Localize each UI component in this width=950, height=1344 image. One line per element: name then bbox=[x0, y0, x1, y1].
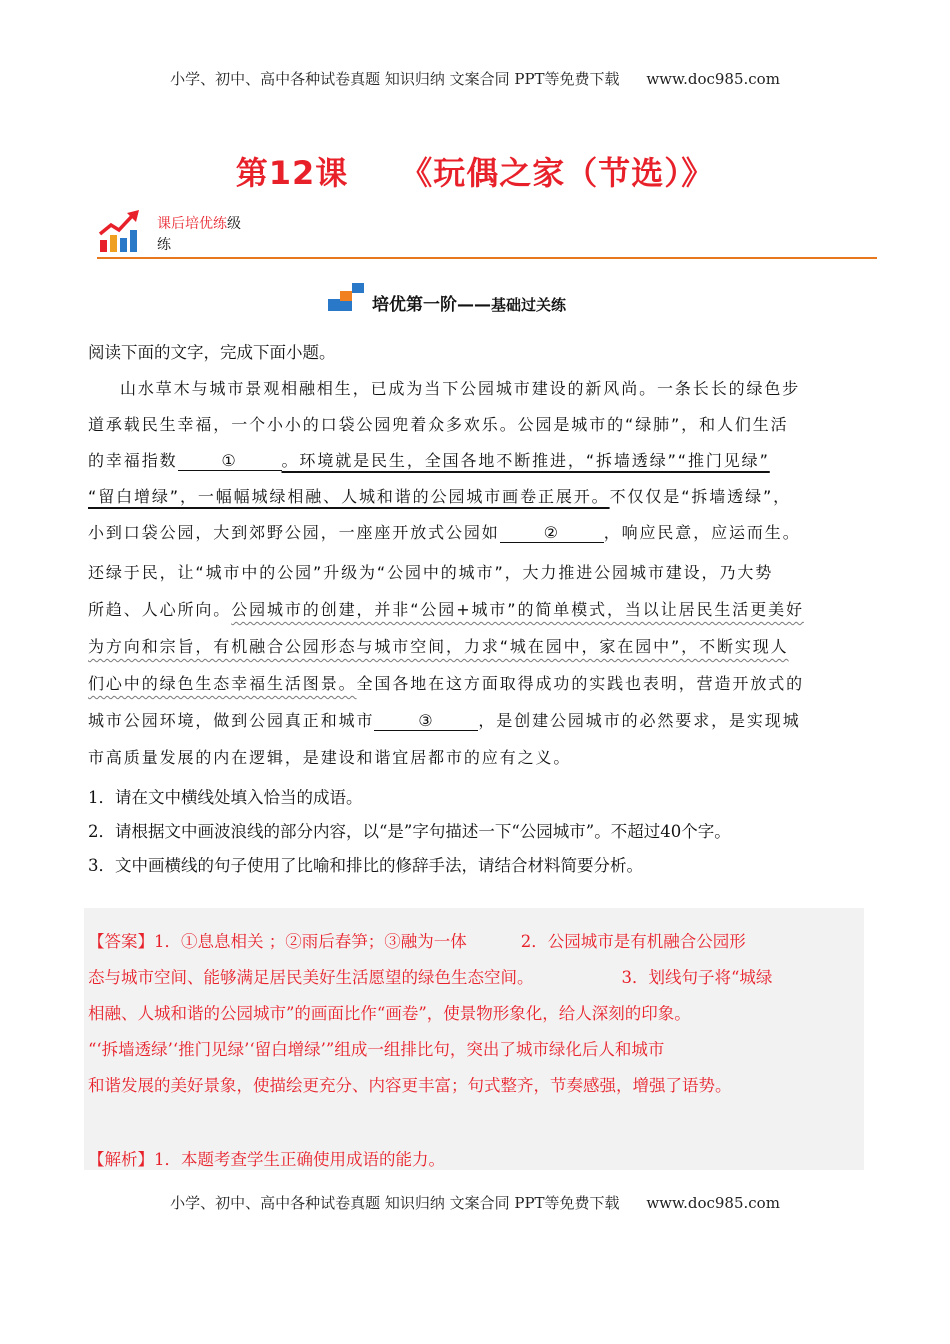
header-text: 小学、初中、高中各种试卷真题 知识归纳 文案合同 PPT等免费下载 bbox=[170, 70, 620, 88]
passage-line-4 bbox=[88, 484, 791, 507]
passage-text: ，响应民意，应运而生。 bbox=[603, 523, 801, 542]
answer-line-5: 和谐发展的美好景象，使描绘更充分、内容更丰富；句式整齐，节奏感强，增强了语势。 bbox=[88, 1076, 732, 1095]
answer-text: 3．划线句子将“城绿 bbox=[621, 968, 773, 987]
orange-divider bbox=[97, 257, 877, 259]
page-footer bbox=[0, 1192, 950, 1213]
answer-text: 【答案】1．①息息相关 ；②雨后春笋；③融为一体 bbox=[88, 932, 467, 951]
analysis-line: 【解析】1．本题考查学生正确使用成语的能力。 bbox=[88, 1150, 445, 1169]
lesson-name: 《玩偶之家（节选）》 bbox=[400, 154, 715, 192]
answer-line-1 bbox=[88, 928, 746, 952]
badge-black-text: 级 bbox=[227, 216, 241, 232]
underlined-sentence: 。环境就是民生，全国各地不断推进，“拆墙透绿”“推门见绿” bbox=[281, 451, 770, 470]
header-site[interactable]: www.doc985.com bbox=[646, 70, 780, 88]
passage-line-11: 市高质量发展的内在逻辑，是建设和谐宜居都市的应有之义。 bbox=[88, 748, 572, 767]
question-3: 3．文中画横线的句子使用了比喻和排比的修辞手法，请结合材料简要分析。 bbox=[88, 856, 643, 875]
passage-text: 不仅仅是“拆墙透绿”， bbox=[609, 487, 792, 506]
wavy-sentence-cont: 为方向和宗旨，有机融合公园形态与城市空间，力求“城在园中，家在园中”，不断实现人 bbox=[88, 637, 789, 656]
passage-text: 小到口袋公园，大到郊野公园，一座座开放式公园如 bbox=[88, 523, 500, 542]
passage-line-6: 还绿于民，让“城市中的公园”升级为“公园中的城市”，大力推进公园城市建设，乃大势 bbox=[88, 563, 774, 582]
answer-line-4: “‘拆墙透绿’‘推门见绿’‘留白增绿’”组成一组排比句，突出了城市绿化后人和城市 bbox=[88, 1040, 665, 1059]
answer-text: 2．公园城市是有机融合公园形 bbox=[520, 932, 746, 951]
passage-line-8 bbox=[88, 634, 789, 657]
passage-text: ，是创建公园城市的必然要求，是实现城 bbox=[478, 711, 801, 730]
instruction: 阅读下面的文字，完成下面小题。 bbox=[88, 343, 336, 362]
passage-text: 的幸福指数 bbox=[88, 451, 178, 470]
lesson-number: 第12课 bbox=[235, 154, 349, 192]
passage-line-3 bbox=[88, 448, 770, 471]
answer-line-3: 相融、人城和谐的公园城市”的画面比作“画卷”，使景物形象化，给人深刻的印象。 bbox=[88, 1004, 691, 1023]
passage-text: 全国各地在这方面取得成功的实践也表明，营造开放式的 bbox=[356, 674, 805, 693]
section-main: 培优第一阶—— bbox=[372, 295, 491, 315]
passage-line-2: 道承载民生幸福，一个小小的口袋公园兜着众多欢乐。公园是城市的“绿肺”，和人们生活 bbox=[88, 415, 789, 434]
question-1: 1．请在文中横线处填入恰当的成语。 bbox=[88, 788, 363, 807]
question-2: 2．请根据文中画波浪线的部分内容，以“是”字句描述一下“公园城市”。不超过40个字。 bbox=[88, 822, 731, 841]
answer-text: 态与城市空间、能够满足居民美好生活愿望的绿色生态空间。 bbox=[88, 968, 534, 987]
blank-1: ① bbox=[178, 452, 282, 471]
blank-2: ② bbox=[500, 524, 604, 543]
stairs-icon bbox=[328, 283, 366, 311]
growth-chart-icon bbox=[97, 208, 143, 254]
badge-red-text: 课后培优练 bbox=[157, 216, 227, 232]
footer-site[interactable]: www.doc985.com bbox=[646, 1194, 780, 1212]
passage-line-10 bbox=[88, 708, 801, 731]
page-header bbox=[0, 68, 950, 89]
answer-line-2 bbox=[88, 964, 772, 988]
passage-line-7 bbox=[88, 597, 804, 620]
exercise-badge bbox=[157, 214, 267, 256]
passage-line-5 bbox=[88, 520, 801, 543]
wavy-sentence-end: 们心中的绿色生态幸福生活图景。 bbox=[88, 674, 357, 693]
section-title bbox=[372, 290, 566, 315]
passage-line-1: 山水草木与城市景观相融相生，已成为当下公园城市建设的新风尚。一条长长的绿色步 bbox=[120, 379, 801, 398]
passage-text: 所趋、人心所向。 bbox=[88, 600, 232, 619]
footer-text: 小学、初中、高中各种试卷真题 知识归纳 文案合同 PPT等免费下载 bbox=[170, 1194, 620, 1212]
passage-text: 城市公园环境，做到公园真正和城市 bbox=[88, 711, 375, 730]
underlined-sentence-cont: “留白增绿”，一幅幅城绿相融、人城和谐的公园城市画卷正展开。 bbox=[88, 487, 610, 506]
page-title bbox=[0, 148, 950, 194]
badge-black-text-2: 练 bbox=[157, 237, 171, 253]
wavy-sentence: 公园城市的创建，并非“公园+城市”的简单模式，当以让居民生活更美好 bbox=[231, 600, 804, 619]
blank-3: ③ bbox=[374, 712, 478, 731]
passage-line-9 bbox=[88, 671, 804, 694]
section-sub: 基础过关练 bbox=[491, 296, 567, 314]
